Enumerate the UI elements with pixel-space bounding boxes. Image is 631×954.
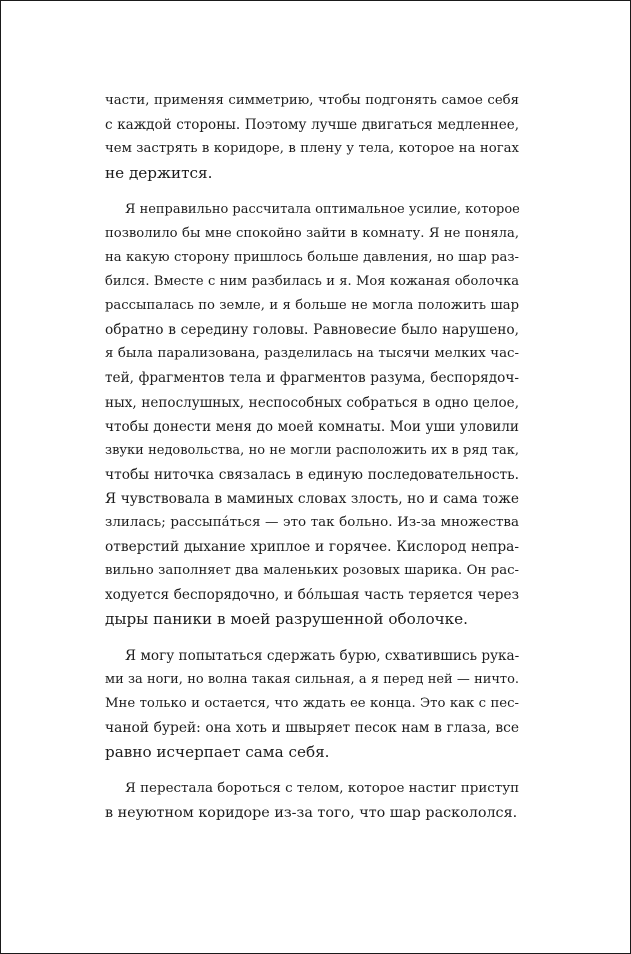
text-line: злилась; рассыпа́ться — это так больно. Из-за множества bbox=[105, 514, 519, 530]
text-line: Мне только и остается, что ждать ее конца. Это как с пес- bbox=[105, 696, 519, 712]
text-line: Я перестала бороться с телом, которое настиг приступ bbox=[125, 780, 520, 796]
text-line: ходуется беспорядочно, и бо́льшая часть теряется через bbox=[105, 587, 519, 604]
text-line: части, применяя симметрию, чтобы подгонять самое себя bbox=[105, 93, 519, 108]
text-line: равно исчерпает сама себя. bbox=[105, 743, 330, 762]
text-line: отверстий дыхание хриплое и горячее. Кислород непра- bbox=[105, 539, 519, 556]
text-line: Я неправильно рассчитала оптимальное усилие, которое bbox=[125, 201, 520, 217]
text-line: я была парализована, разделилась на тысячи мелких час- bbox=[105, 346, 519, 362]
paragraph-3 bbox=[105, 644, 519, 764]
paragraph-4 bbox=[105, 777, 519, 825]
text-line: дыры паники в моей разрушенной оболочке. bbox=[105, 610, 468, 629]
text-line: Я чувствовала в маминых словах злость, но и сама тоже bbox=[105, 490, 519, 507]
text-line: позволило бы мне спокойно зайти в комнату. Я не поняла, bbox=[105, 225, 519, 241]
text-line: рассыпалась по земле, и я больше не могла положить шар bbox=[105, 298, 519, 314]
paragraph-1 bbox=[105, 89, 519, 185]
text-line: с каждой стороны. Поэтому лучше двигаться медленнее, bbox=[105, 117, 519, 134]
text-line: обратно в середину головы. Равновесие было нарушено, bbox=[105, 322, 519, 339]
text-line: вильно заполняет два маленьких розовых шарика. Он рас- bbox=[105, 563, 519, 579]
text-line: чаной бурей: она хоть и швыряет песок нам в глаза, все bbox=[105, 720, 519, 737]
text-line: чем застрять в коридоре, в плену у тела, которое на ногах bbox=[105, 141, 519, 157]
text-line: не держится. bbox=[105, 164, 213, 183]
text-line: звуки недовольства, но не могли расположить их в ряд так, bbox=[105, 442, 519, 458]
text-line: чтобы ниточка связалась в единую последовательность. bbox=[105, 466, 519, 483]
body-text bbox=[105, 89, 519, 837]
text-line: тей, фрагментов тела и фрагментов разума, беспорядоч- bbox=[105, 370, 519, 387]
text-line: на какую сторону пришлось больше давления, но шар раз- bbox=[105, 249, 519, 265]
text-line: Я могу попытаться сдержать бурю, схватившись рука- bbox=[125, 647, 520, 664]
text-line: в неуютном коридоре из-за того, что шар раскололся. bbox=[105, 804, 518, 821]
text-line: чтобы донести меня до моей комнаты. Мои уши уловили bbox=[105, 418, 519, 435]
text-line: бился. Вместе с ним разбилась и я. Моя кожаная оболочка bbox=[105, 274, 519, 290]
paragraph-2 bbox=[105, 198, 519, 632]
text-line: ных, непослушных, неспособных собраться в одно целое, bbox=[105, 394, 519, 411]
text-line: ми за ноги, но волна такая сильная, а я перед ней — ничто. bbox=[105, 671, 519, 687]
